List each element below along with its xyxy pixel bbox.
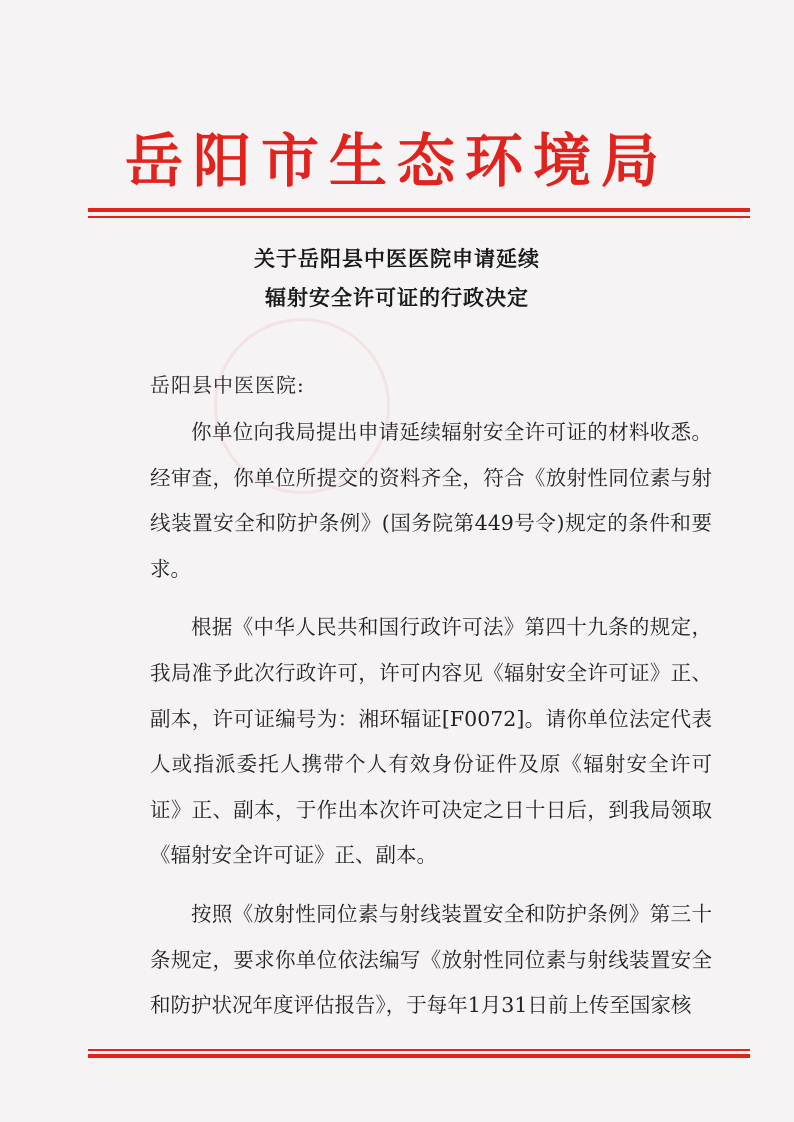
paragraph-2: 根据《中华人民共和国行政许可法》第四十九条的规定，我局准予此次行政许可，许可内容见《辐射安全许可证》正、副本，许可证编号为：湘环辐证[F0072]。请你单位法定代表人或指派委托人携带个人有效身份证件及原《辐射安全许可证》正、副本，于作出本次许可决定之日十日后，到我局领取《辐射安全许可证》正、副本。 — [150, 615, 712, 868]
agency-letterhead: 岳阳市生态环境局 — [124, 127, 669, 195]
footer-rule-thick — [88, 1054, 750, 1058]
document-title-line-1: 关于岳阳县中医医院申请延续 — [254, 247, 540, 271]
document-body — [150, 410, 712, 1042]
salutation: 岳阳县中医医院: — [150, 373, 305, 397]
footer-rule-thin — [88, 1049, 750, 1051]
document-title-line-2: 辐射安全许可证的行政决定 — [265, 286, 529, 310]
paragraph-3: 按照《放射性同位素与射线装置安全和防护条例》第三十条规定，要求你单位依法编写《放射性同位素与射线装置安全和防护状况年度评估报告》，于每年1月31日前上传至国家核 — [150, 901, 712, 1018]
paragraph-1: 你单位向我局提出申请延续辐射安全许可证的材料收悉。经审查，你单位所提交的资料齐全，符合《放射性同位素与射线装置安全和防护条例》(国务院第449号令)规定的条件和要求。 — [150, 420, 712, 581]
header-rule-thick — [88, 208, 750, 212]
header-rule-thin — [88, 216, 750, 218]
